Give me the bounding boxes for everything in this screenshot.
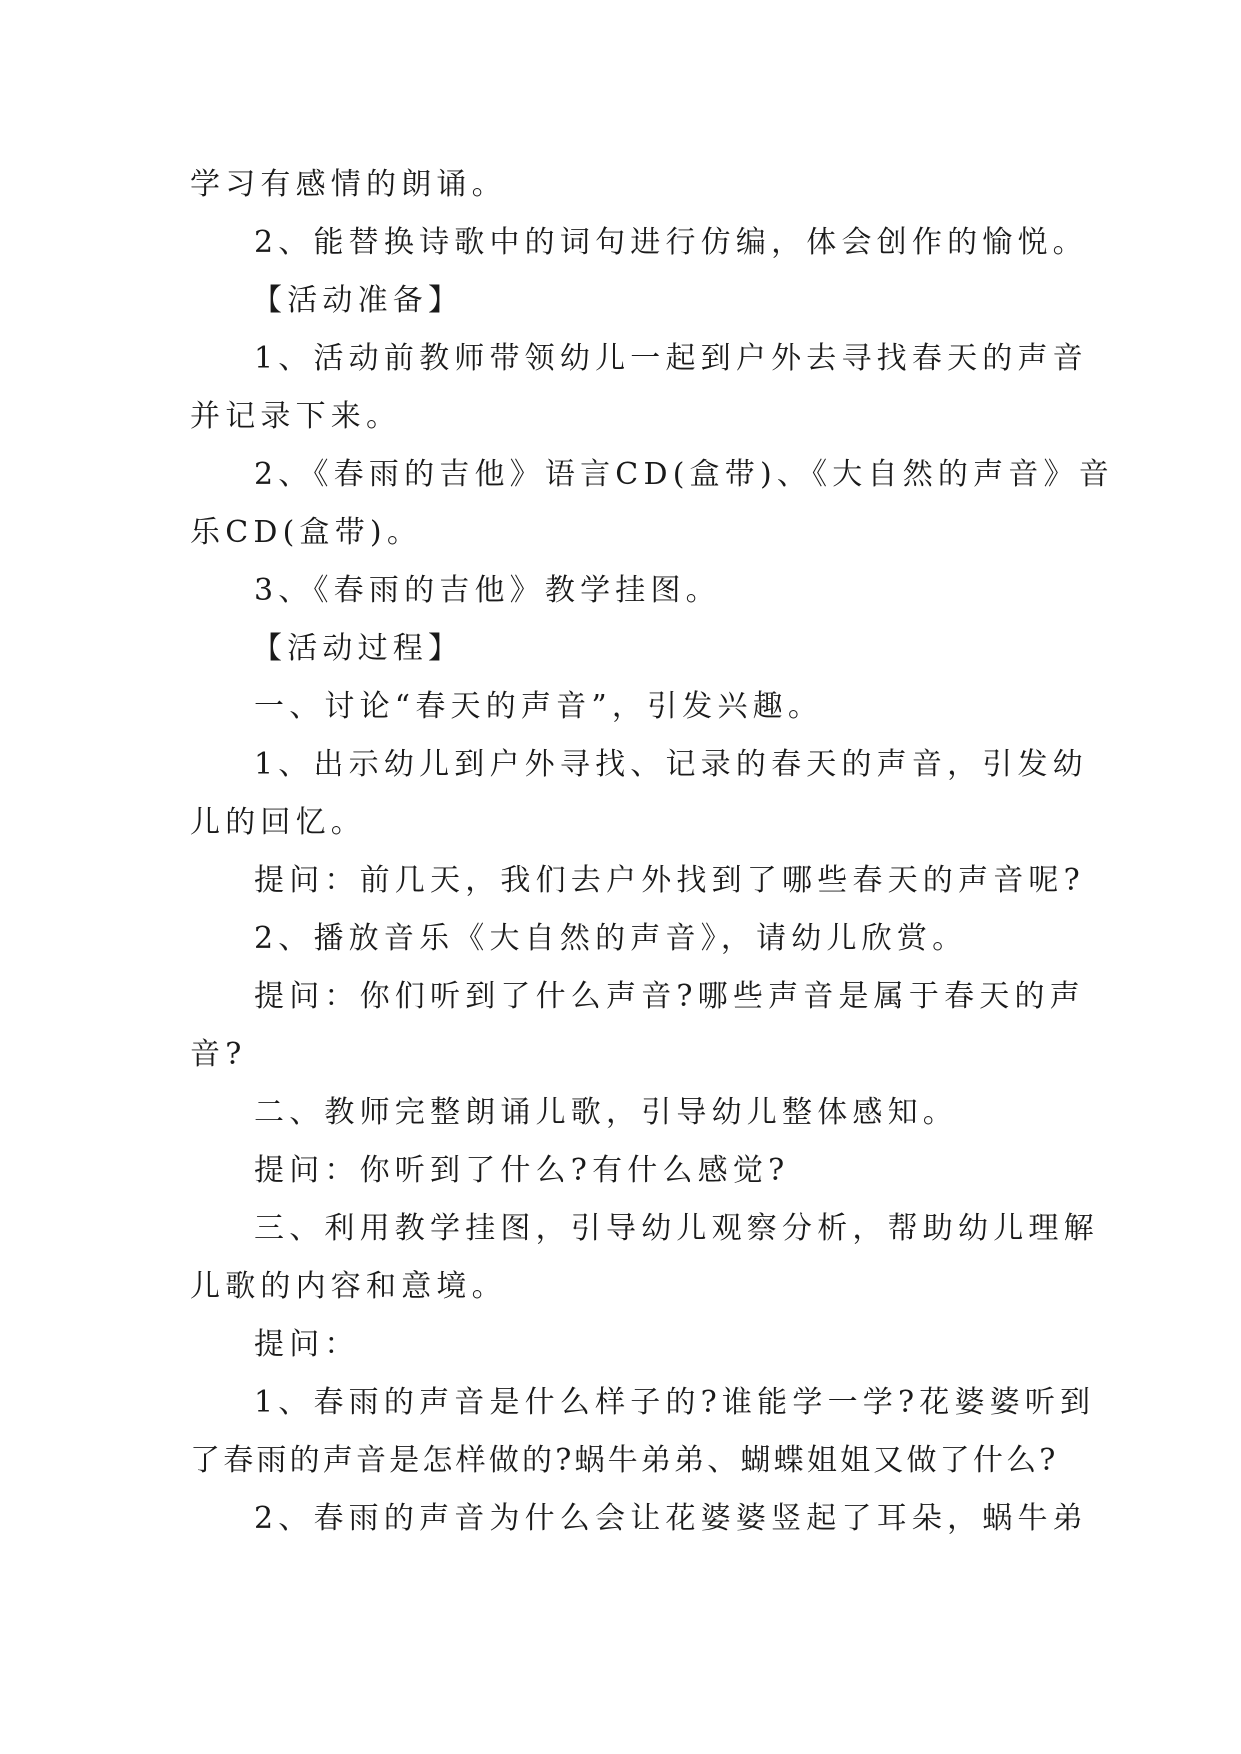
text-line: 一、讨论“春天的声音”，引发兴趣。 — [254, 689, 824, 724]
text-line: 2、播放音乐《大自然的声音》，请幼儿欣赏。 — [254, 921, 968, 956]
text-line: 儿歌的内容和意境。 — [190, 1269, 507, 1304]
text-line: 提问：你听到了什么?有什么感觉? — [254, 1153, 790, 1188]
text-line: 2、《春雨的吉他》语言CD(盒带)、《大自然的声音》音 — [254, 457, 1114, 492]
text-line: 二、教师完整朗诵儿歌，引导幼儿整体感知。 — [254, 1095, 958, 1130]
text-line: 儿的回忆。 — [190, 805, 366, 840]
text-line: 并记录下来。 — [190, 399, 402, 434]
text-line: 提问：前几天，我们去户外找到了哪些春天的声音呢? — [254, 863, 1085, 898]
text-line: 提问：你们听到了什么声音?哪些声音是属于春天的声 — [254, 979, 1085, 1014]
text-line: 3、《春雨的吉他》教学挂图。 — [254, 573, 721, 608]
section-heading: 【活动过程】 — [252, 631, 464, 666]
text-line: 三、利用教学挂图，引导幼儿观察分析，帮助幼儿理解 — [254, 1211, 1099, 1246]
text-line: 学习有感情的朗诵。 — [190, 167, 507, 202]
text-line: 提问： — [254, 1327, 360, 1362]
text-line: 2、能替换诗歌中的词句进行仿编，体会创作的愉悦。 — [254, 225, 1088, 260]
text-line: 1、活动前教师带领幼儿一起到户外去寻找春天的声音 — [254, 341, 1088, 376]
text-line: 音? — [190, 1037, 247, 1072]
text-line: 了春雨的声音是怎样做的?蜗牛弟弟、蝴蝶姐姐又做了什么? — [190, 1443, 1059, 1478]
section-heading: 【活动准备】 — [252, 283, 464, 318]
text-line: 2、春雨的声音为什么会让花婆婆竖起了耳朵，蜗牛弟 — [254, 1501, 1088, 1536]
text-line: 乐CD(盒带)。 — [190, 515, 423, 550]
text-line: 1、出示幼儿到户外寻找、记录的春天的声音，引发幼 — [254, 747, 1088, 782]
text-line: 1、春雨的声音是什么样子的?谁能学一学?花婆婆听到 — [254, 1385, 1096, 1420]
